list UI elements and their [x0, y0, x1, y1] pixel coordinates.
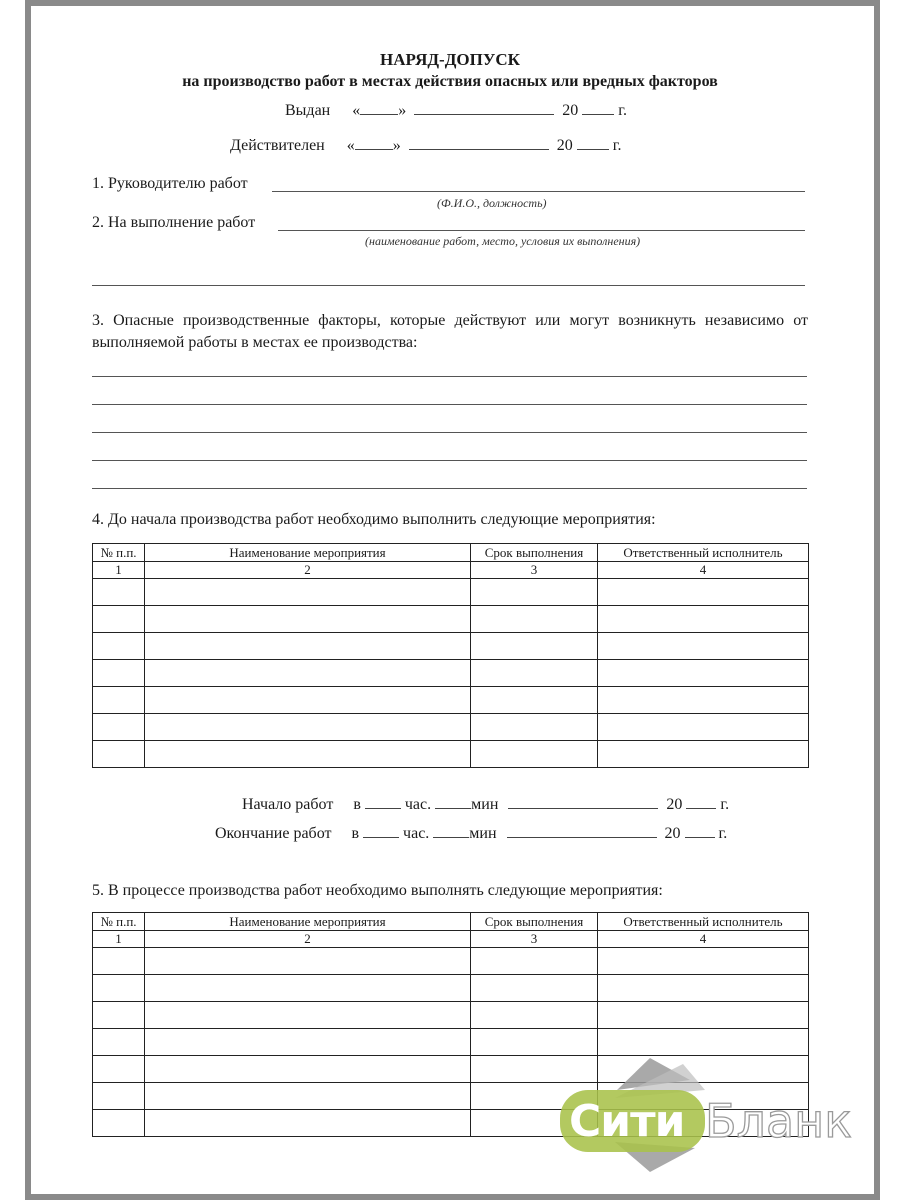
table-row	[93, 948, 809, 975]
valid-year-field[interactable]	[577, 135, 609, 150]
document-subtitle: на производство работ в местах действия опасных или вредных факторов	[182, 73, 718, 90]
section4-heading: 4. До начала производства работ необходимо выполнить следующие мероприятия:	[92, 511, 656, 528]
table-row	[93, 579, 809, 606]
valid-row: Действителен « » 20 г.	[230, 137, 622, 154]
valid-day-field[interactable]	[355, 135, 393, 150]
logo-text-blank: Бланк	[705, 1094, 853, 1148]
table-row	[93, 633, 809, 660]
section5-heading: 5. В процессе производства работ необходимо выполнять следующие мероприятия:	[92, 882, 663, 899]
work-label: 2. На выполнение работ	[92, 214, 256, 231]
col-header-number: № п.п.	[93, 913, 145, 931]
col-header-responsible: Ответственный исполнитель	[598, 544, 809, 562]
end-hour-field[interactable]	[363, 823, 399, 838]
col-header-responsible: Ответственный исполнитель	[598, 913, 809, 931]
table-number-row: 1 2 3 4	[93, 562, 809, 579]
col-header-number: № п.п.	[93, 544, 145, 562]
end-minute-field[interactable]	[433, 823, 469, 838]
supervisor-hint: (Ф.И.О., должность)	[437, 196, 547, 210]
supervisor-field[interactable]	[272, 176, 805, 192]
start-date-field[interactable]	[508, 794, 658, 809]
table-row	[93, 975, 809, 1002]
issued-label: Выдан	[285, 102, 331, 119]
citiblank-logo	[555, 1050, 855, 1180]
hazard-line-2[interactable]	[92, 389, 807, 405]
section3-text: 3. Опасные производственные факторы, которые действуют или могут возникнуть независимо от выполняемой работы в местах ее производства:	[92, 312, 808, 351]
table-row	[93, 741, 809, 768]
start-label: Начало работ	[242, 796, 334, 813]
document-title: НАРЯД-ДОПУСК	[380, 50, 520, 69]
logo-text-citi: Сити	[569, 1096, 685, 1147]
table-header-row	[93, 913, 809, 931]
issued-day-field[interactable]	[360, 100, 398, 115]
work-field-continuation[interactable]	[92, 270, 805, 286]
work-hint: (наименование работ, место, условия их выполнения)	[365, 234, 641, 248]
end-year-field[interactable]	[685, 823, 715, 838]
col-header-name: Наименование мероприятия	[145, 544, 471, 562]
table-number-row: 1 2 3 4	[93, 931, 809, 948]
table-row	[93, 714, 809, 741]
col-header-deadline: Срок выполнения	[471, 544, 598, 562]
hazard-line-3[interactable]	[92, 417, 807, 433]
col-header-name: Наименование мероприятия	[145, 913, 471, 931]
work-field[interactable]	[278, 215, 805, 231]
start-year-field[interactable]	[686, 794, 716, 809]
table-row	[93, 687, 809, 714]
start-hour-field[interactable]	[365, 794, 401, 809]
valid-month-field[interactable]	[409, 135, 549, 150]
table-row	[93, 1002, 809, 1029]
col-header-deadline: Срок выполнения	[471, 913, 598, 931]
issued-year-field[interactable]	[582, 100, 614, 115]
table-row	[93, 660, 809, 687]
hazard-line-1[interactable]	[92, 361, 807, 377]
end-label: Окончание работ	[215, 825, 332, 842]
hazard-line-4[interactable]	[92, 445, 807, 461]
end-date-field[interactable]	[507, 823, 657, 838]
table-header-row	[93, 544, 809, 562]
issued-month-field[interactable]	[414, 100, 554, 115]
valid-label: Действителен	[230, 137, 325, 154]
section4-table	[92, 543, 809, 768]
end-row: Окончание работ в час. мин 20 г.	[215, 825, 728, 842]
start-row: Начало работ в час. мин 20 г.	[242, 796, 730, 813]
issued-row: Выдан « » 20 г.	[285, 102, 627, 119]
table-row	[93, 606, 809, 633]
supervisor-label: 1. Руководителю работ	[92, 175, 248, 192]
start-minute-field[interactable]	[435, 794, 471, 809]
hazard-line-5[interactable]	[92, 473, 807, 489]
